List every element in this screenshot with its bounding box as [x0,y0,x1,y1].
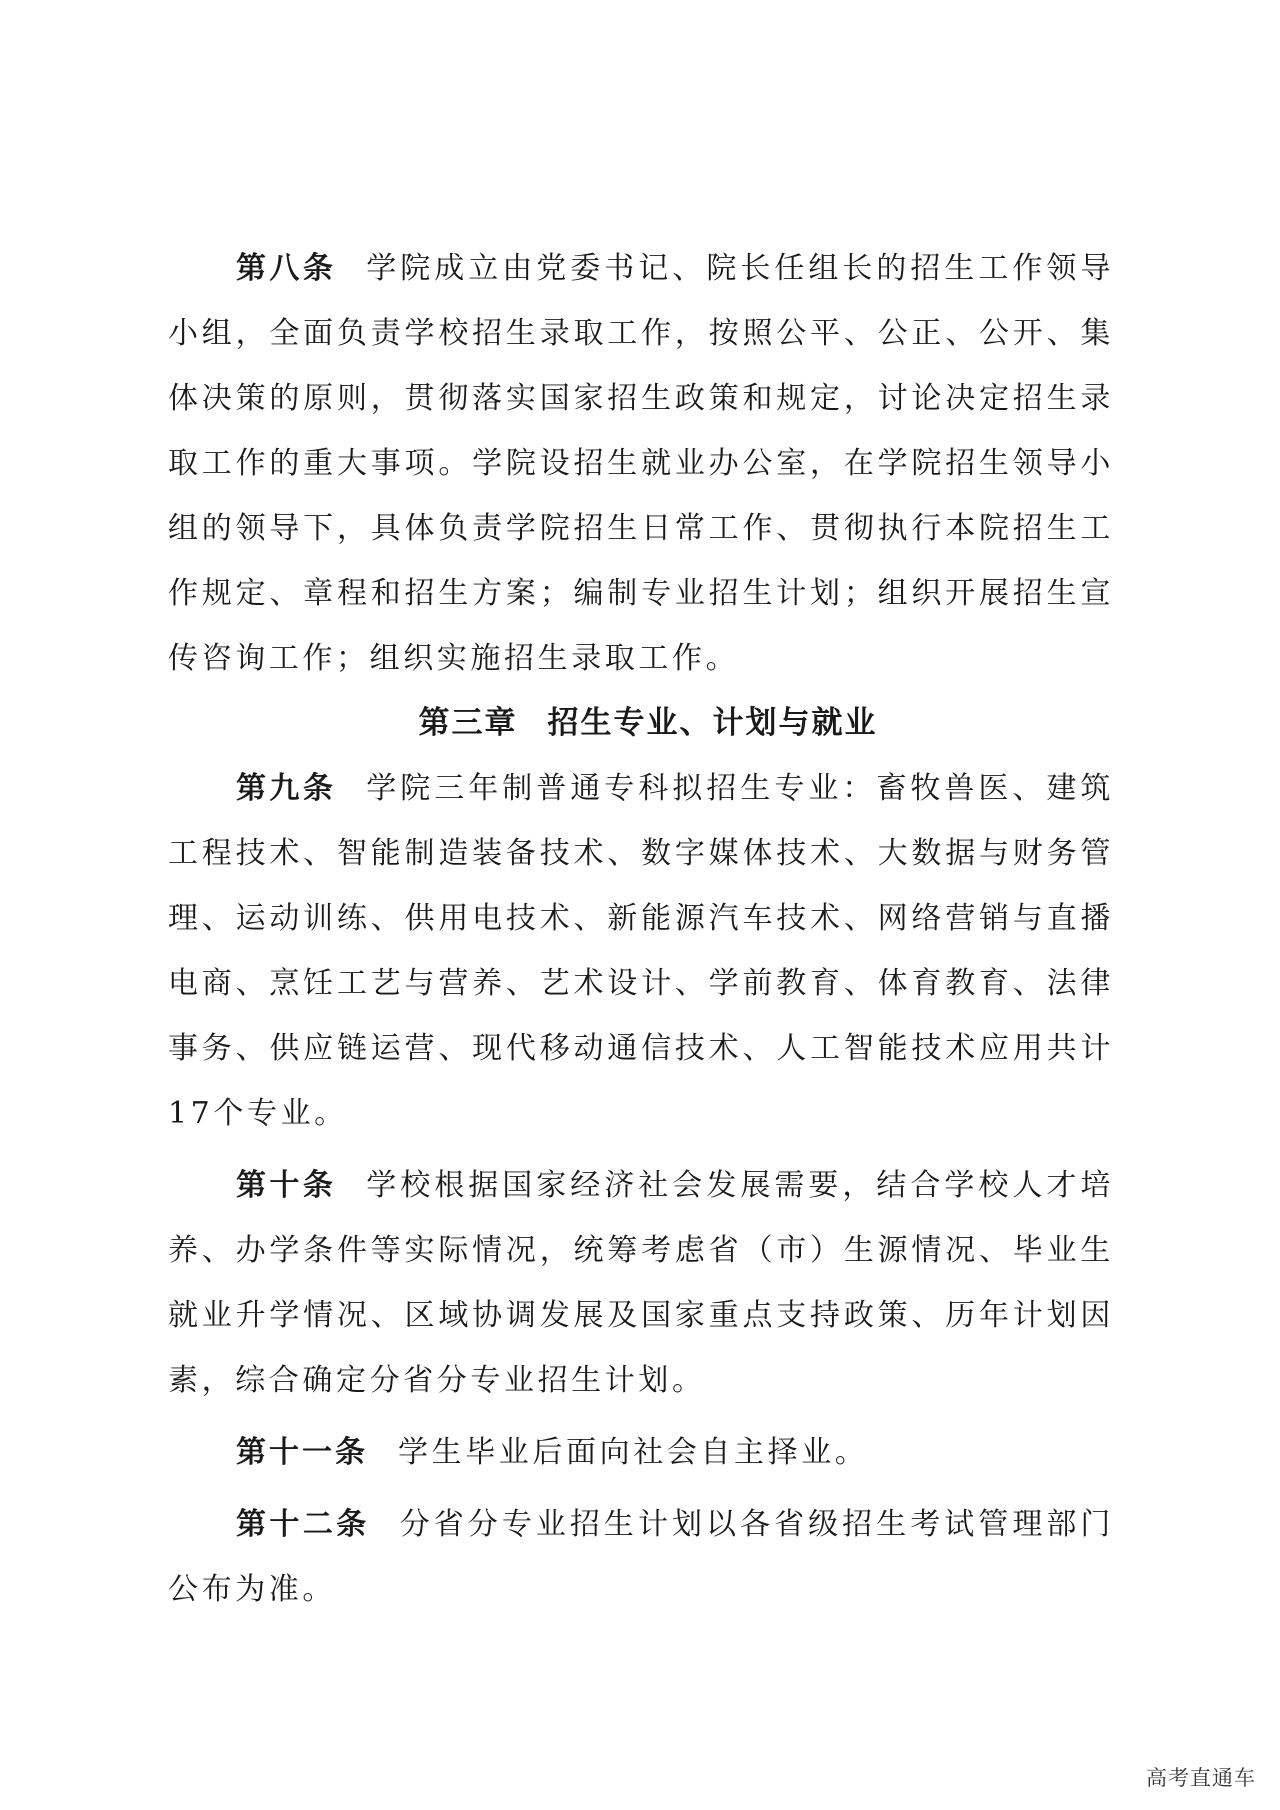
article-8-label: 第八条 [236,251,337,286]
chapter-number: 第三章 [418,705,518,741]
article-8 [168,236,1114,691]
article-8-text: 学院成立由党委书记、院长任组长的招生工作领导小组，全面负责学校招生录取工作，按照公平、公正、公开、集体决策的原则，贯彻落实国家招生政策和规定，讨论决定招生录取工作的重大事项。学院设招生就业办公室，在学院招生领导小组的领导下，具体负责学院招生日常工作、贯彻执行本院招生工作规定、章程和招生方案；编制专业招生计划；组织开展招生宣传咨询工作；组织实施招生录取工作。 [168,251,1115,676]
article-9 [168,756,1114,1146]
article-12 [168,1492,1114,1622]
chapter-heading [168,691,1114,756]
article-12-label: 第十二条 [236,1507,370,1542]
chapter-title: 招生专业、计划与就业 [547,705,878,741]
article-11 [168,1420,1114,1485]
watermark: 高考直通车 [1146,1766,1256,1790]
article-11-text: 学生毕业后面向社会自主择业。 [398,1435,869,1470]
document-body [168,236,1114,1622]
article-10 [168,1153,1114,1413]
article-12-text: 分省分专业招生计划以各省级招生考试管理部门公布为准。 [168,1507,1114,1607]
article-9-text: 学院三年制普通专科拟招生专业：畜牧兽医、建筑工程技术、智能制造装备技术、数字媒体技术、大数据与财务管理、运动训练、供用电技术、新能源汽车技术、网络营销与直播电商、烹饪工艺与营养、艺术设计、学前教育、体育教育、法律事务、供应链运营、现代移动通信技术、人工智能技术应用共计17个专业。 [168,771,1115,1131]
article-9-label: 第九条 [236,771,337,806]
article-10-text: 学校根据国家经济社会发展需要，结合学校人才培养、办学条件等实际情况，统筹考虑省（市）生源情况、毕业生就业升学情况、区域协调发展及国家重点支持政策、历年计划因素，综合确定分省分专业招生计划。 [168,1168,1115,1398]
article-10-label: 第十条 [236,1168,337,1203]
article-11-label: 第十一条 [236,1435,368,1470]
